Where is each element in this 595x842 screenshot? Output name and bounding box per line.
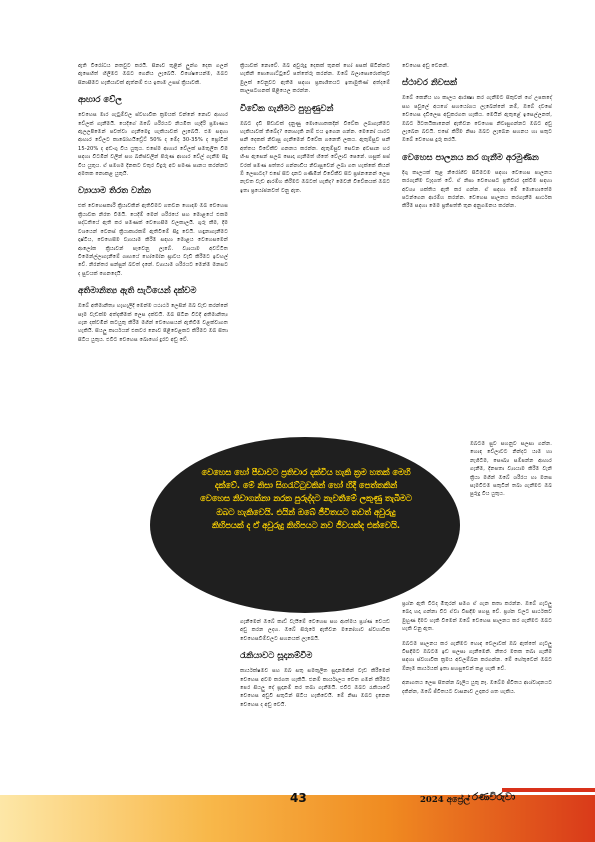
section-heading-rest: විවේක ගැනීමට පුහුණුවන්	[240, 103, 334, 114]
paragraph: ඔබටම සුව සහනුව සලසා ගන්න. හොඳ වේලාවට නින්දට යාම හා නැගිටීම, සෞඛ්‍ය සම්පන්න ආහාර ගැනීම, දිනපතා ව්‍යායාම කිරීම වැනි ක්‍රියා මගින් ඔබේ ශරීරය හා මනස සැමවිටම සතුටින් තබා ගැනීමට ඔබ පුරුදු විය යුතුය.	[470, 441, 552, 498]
column-middle	[240, 62, 390, 201]
paragraph: වෙහෙස අඩු වෙනනි.	[402, 63, 449, 69]
paragraph: ප්‍රශ්න ඇති විටද මිතුරන් සමග ඒ ගැන කතා කරන්න. ඔබේ ගැටලු බෙදා හදා ගන්නා විට ඒවා විසඳීම පහසු වේ. ප්‍රශ්න වලට සාර්ථකව මුහුණ දීමට හැකි වීමෙන් ඔබේ වෙහෙස පාලනය කර ගැනීමට ඔබට හැකි වනු ඇත.	[402, 601, 552, 633]
paragraph: ඇති විරෝධය නතවුට කරයි. සිනාව තුළින් ලුන්ග දෙක ගලන් ඇසෙහිත් හිලිමට ඔබට ගෙනිය ලැබෙයි. විශේෂයෙන්ම, ඔබට සිනාසීමට හැකියාවක් ඇත්නම් එය ඉතාම උසස් ක්‍රියාවකි.	[78, 63, 228, 86]
column-left	[78, 62, 228, 350]
column-right-bottom	[402, 600, 552, 702]
section-heading-self-esteem: අතිමානිත්‍ය ඇති සැටියෙන් දක්වම	[78, 286, 197, 297]
paragraph: ඔබේ අතිමානිත්‍ය හැඟැලිදි මෙන්ම යථාර්ථ ලෙසින් ඔබ වැඩ කරන්නේ සෑම වැඩක්ම අත්දැකීමක් ලෙස දක්වයි. ඔබ සිටින විටදී අතිමානිත්‍ය ගැන දක්වමින් කටයුතු කිරීම මගින් වෙහෙසයන් ඇතිවීම වළක්වාගත හැකියි. සියලු කාර්යයන් එකවර නොව පිළිවෙළකට කිරීමට ඔබ සිතා සිටිය යුතුය. එවිට වෙහෙස බොහෝ දුරට අඩු වේ.	[78, 303, 228, 343]
section-heading-exercise: ව්‍යායාම තිරත වන්න	[78, 186, 151, 197]
paragraph: ගැනීමෙන් ඔබේ කාඩ් වැයීමේ වෙහෙස සහ ආත්මය ප්‍රශ්ණ වෙයඩ අඩු කරන ලදහ. ඔබේ සිරුරේ ඇතිවන මනෝභාව ස්වභාවික වෙහෙසවීම්වලට සහනයක් ලැබෙයි.	[240, 619, 390, 642]
page-number: 43	[290, 791, 307, 805]
section-heading-meal: ආහාර වේල	[78, 95, 122, 106]
callout-text: වෙහෙස හෝ පීඩාවට ප්‍රතිචාර දක්වීය හැකි ක්‍රම හතක් මෙහි දක්වේ. මේ නිසා සිගරැට්ටුවකින් හෝ හිදී පෙත්තකින් වෙහෙස නිවාගන්නා නරක පුරුද්දට නැවතීමේ ලකුණු තැබීමට ඔබට හැකිවෙයි. එයින් ඔබේ ජීවිතයට තවත් අවුරුදු කිහිපයක් ද ඒ අවුරුදු කිහිපයට නව ජීවයක්ද එක්වෙයි.	[200, 467, 412, 530]
brand-logo: රණවිරුවා	[472, 792, 516, 803]
section-heading-stress-control: වෙහෙස පාලනය කර ගැනීම අරමුණින	[402, 152, 539, 163]
paragraph: වෙහෙස මාර ගැටුම්වල ස්වභාවික ක්‍රමයක් වන්නේ නොව ආහාර වේලක් ගැනීමයි. යෙදීගේ ඔබේ ශරීරයට නියමිත හැඳිරි ප්‍රමාණය ඇලලපීමෙන් පවත්වා ගැනීමෙදු හැකියාවක් ලැබෙයි. එම සඳහා ආහාර වේලට කාබෝහයිඩ්‍රේට් 50% ද මේද 30-35% ද ප්‍රෝටීන් 15-20% ද අඩංගු විය යුතුය. එසේම ආහාර වේලක් සමතුලිත විම සඳහා විටමින් වලින් සහ ඛනිජවලින් පිරුණ ආහාර වේල් ගැනීම සිදු විය යුතුය. ඒ සමගම දිනකට වතුර වීදුරු අට පමණ පානය කරන්නට අමතක නොකළ යුතුයි.	[78, 112, 228, 178]
paragraph: ක්‍රියාවක් නොවේ. ඔබ අවුරුදු දෙකක් තුනක් හෝ පසක් සිටින්නට හැකිනි පොහොට්ටුවේ පත්තේරු කරන්න. ඔබේ බලාපොරොත්තුව මුලක් වෙනුවට ඇතිම සඳහා ප්‍රකාශිතයට ඉතාමුතිණ් අත්දමේ කාලසටහනක් පිළියෙල කරන්න.	[240, 63, 390, 95]
paragraph: එක් වෙහෙසකාරී ක්‍රියාවකින් ඇතිවීමට ගතවන හොඳම ඔබ වෙහෙස ක්‍රියාවක නිරත වීමයි. යෙදීම් මෙන් ශරීරයේ සහ මොළයේ එකම පද්ධතියේ ඇති කර පමණක් වෙහෙසීම වලකාලයි. ගුරු කීම, දීම වශයෙන් වෙනස් ක්‍රියාකාරකම් ඇතිවීමේ සිදු වෙයි. හඳුනාගැනීමට දෘෂ්ටිය, වෙහෙසීම ව්‍යායාම කිරීම සඳහා මොළය වෙහෙසමෙන් ආලෝක ක්‍රියාවන් පෑවෙනු ලැබේ. ව්‍යායාම අවට්ටිත වීමෙන්ල්ලාගැනීමේ ගෘහයේ හෝමෝන ස්‍රාවය වැඩි කිරීමට ඉවහල් වේ. නිරන්තර සන්සුන් බවත් දැනේ. ව්‍යායාම ශරීරයට මෙන්ම මනසට ද සුවයක් ගෙනදෙයි.	[78, 203, 228, 277]
section-heading-stable-home: ස්ථාවර නිවසක්	[402, 78, 457, 89]
brand-accent-bar	[502, 788, 595, 792]
column-middle-lower	[240, 618, 390, 715]
section-heading-job-prep: රැකියාවට සූදානම්වීම	[240, 651, 313, 662]
paragraph: ඔබට දැඩි පීඩාවක් දැනුණු මොහොතකදීන් විවේක ලබාගැනීමට හැකියාවක් තිබේද? නොහැකි නම් එය ඉගෙන ගන්න. මෙනෝ යාරට ඝනී දෙකක් නිවාසු ගැනීමෙන් විවේක ගනෙතී ලකය. ඇතුම්සුව ඝනී අත්තය විවේකීව ගනනය කරන්න. ඇතුම්සුව සෙවන අවසාන හර හිංස ඇසෙන් සලබ සොදා ගැනීමත් හිතේ වේලාව පෙනේ. හසුක් පස් වරක් පමණ පත්තර ගන්නාඩිය නිවාසුවෙන් ලබා ගත හැක්කේ කියන් ඕ ලෙසාටද? එසේ සිට දානට ගණිමින් විවේකීව සිට ප්‍රජනනෙන් ලෙස නැවත වැඩ ආරම්භ කිරීමට ඔබටත් හැකිද? මෙවනි විවේකයක් ඔබට ඉතා ප්‍රයෝජනවත් වනු ඇත.	[240, 120, 390, 194]
paragraph: ඔබේ කෙනීය හා කාලය ආරක්‍ෂා කර ගැනීමට සිතුවන් ගේ උපකදේ සහ පවුලේ අයගේ සහයෝගය ලැබෙන්නේ නම්, ඔබේ දවසේ වෙහෙස දැඩිලෙස අඩුකරගත හැකිය. මෙයින් ඇතුළේ ඉසෙල්ලනත්, ඔබට ඊටතයිකානෙන් ඇතිවන වෙහෙස නිවාසුගන්නට ඔබට අඩු ලැබෙන බවයි. එසේ කිරීම නිසා ඔබට ලැබෙන සහනය හා සතුට ඔබේ වෙහෙස දුරු කරයි.	[402, 95, 552, 144]
paragraph: ඔබටම පාලනය කර ගැනීමට හොඳ වෙලාවක් ඔබ ඇත්තේ ගැටලු විසඳීමට ඔබටම ඉඩ සලසා ගැනීමෙනි. නිතර මතක තබා ගැනීම සඳහා ස්වභාවික ක්‍රමය අවලම්බන කරගන්න. මේ හේතුවෙන් ඔබට ඕනෑම කාර්යයක් ඉතා පහසුවෙන් කළ හැකි වේ.	[402, 640, 552, 672]
paragraph: දිගු කාලයක් තුළ නිරෝගීව සිටීමටම සඳහා වෙහෙස පාලනය කරගැනීම වැදගත් වේ. ඒ නිසා වෙහෙසට ප්‍රතිචාර දැක්වීම සඳහා අවශ්‍ය ශක්තිය ඇති කර ගන්න. ඒ සඳහා මේ මොහොතේම පටන්ගෙන ආරම්භ කරන්න. වෙහෙස පාලනය කරගැනීම සාර්ථක කිරීම සඳහා මෙම ප්‍රතිපත්ති තුන අනුගමනය කරන්න.	[402, 169, 552, 210]
issue-date: 2024 අප්‍රේල්	[420, 795, 470, 805]
column-right-lower	[470, 440, 552, 505]
column-right	[402, 62, 552, 217]
paragraph: කාර්යක්ෂමව සහ ඔබ සතු සමතුලිත සුදානමකින් වැඩ කිරීමෙන් වෙහෙස අවම කරගත හැකියි. එනම් කාර්යාලය වෙත ගමන් කිරීමට පෙර සියලු දේ සූදානම් කර තබා ගැනීමයි. එවිට ඔබට රැකියාවේ වෙහෙස අඩුවී සතුටින් සිටිය හැකිවෙයි. මේ නිසා ඔබට දැනෙන වෙහෙස ද අඩු වෙයි.	[240, 668, 390, 708]
paragraph: අනාගතය ලෙස සිතන්න බැලිය යුතු නෑ. ඔබේම ජීවිතය ආශ්වාදනයට දකින්න, ඔබේ ජීවිතයට වාසනාව උදාකර ගත හැකිය.	[402, 680, 552, 695]
